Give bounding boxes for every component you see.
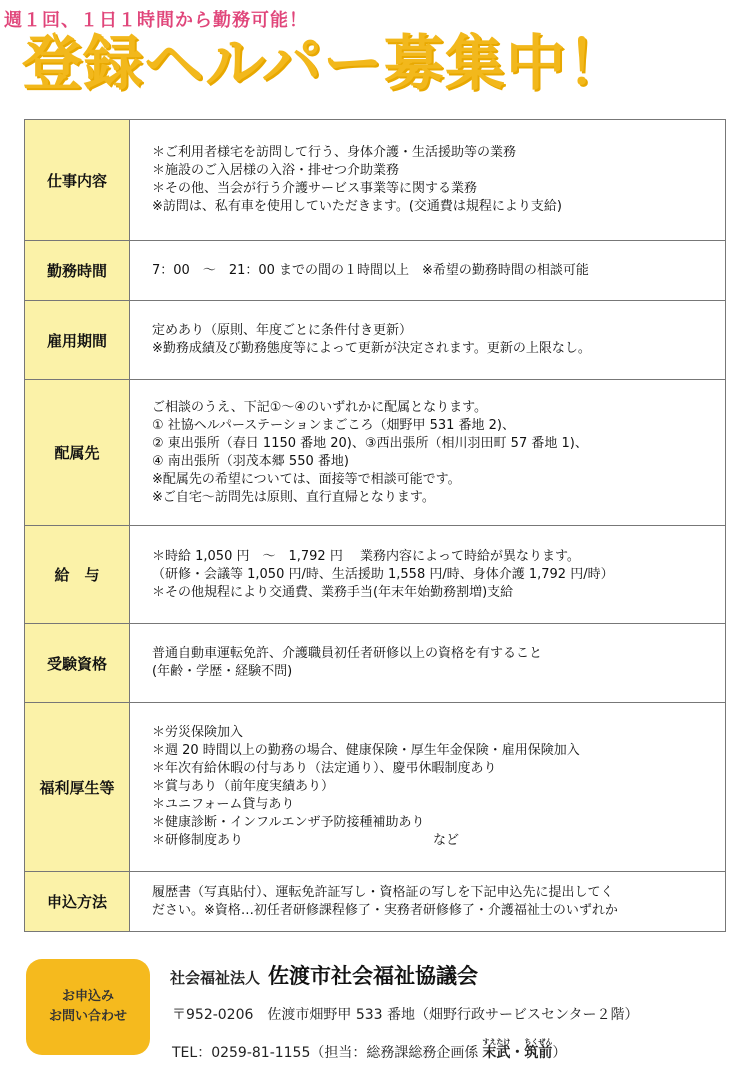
benefit-training-text: ＊研修制度あり: [152, 833, 244, 848]
list-item: ② 東出張所（春日 1150 番地 20)、③西出張所（相川羽田町 57 番地 1)、: [152, 435, 588, 451]
list-item: ださい。※資格…初任者研修課程修了・実務者研修修了・介護福祉士のいずれか: [152, 902, 618, 918]
list-item: ＊賞与あり（前年度実績あり）: [152, 779, 335, 794]
list-item: ※訪問は、私有車を使用していただきます。(交通費は規程により支給): [152, 199, 562, 214]
contact-name-2-reading: ちくぜん: [524, 1038, 553, 1046]
list-item: ＊週 20 時間以上の勤務の場合、健康保険・厚生年金保険・雇用保険加入: [152, 743, 580, 758]
list-item: (年齢・学歴・経験不問): [152, 664, 293, 679]
row-label-employment-period: 雇用期間: [25, 301, 130, 380]
contact-persons: [482, 1038, 553, 1061]
list-item: ＊労災保険加入: [152, 725, 244, 740]
list-item: 普通自動車運転免許、介護職員初任者研修以上の資格を有すること: [152, 646, 543, 661]
contact-name-2-text: 筑前: [524, 1045, 553, 1061]
list-item: ＊その他、当会が行う介護サービス事業等に関する業務: [152, 181, 478, 196]
row-content-working-hours: [130, 241, 726, 301]
list-item: ＊施設のご入居様の入浴・排せつ介助業務: [152, 163, 400, 178]
row-label-benefits: 福利厚生等: [25, 703, 130, 872]
row-label-application-method: 申込方法: [25, 872, 130, 932]
table-row: [25, 872, 726, 932]
organization-line: [170, 960, 478, 990]
table-row: [25, 120, 726, 241]
table-row: [25, 301, 726, 380]
row-content-application-method: [130, 872, 726, 932]
row-content-qualifications: [130, 624, 726, 703]
list-item: 7：00 ～ 21：00 までの間の１時間以上 ※希望の勤務時間の相談可能: [152, 262, 589, 278]
organization-type: 社会福祉法人: [170, 969, 261, 987]
list-item: ※ご自宅～訪問先は原則、直行直帰となります。: [152, 489, 435, 505]
row-label-working-hours: 勤務時間: [25, 241, 130, 301]
list-item: ＊ご利用者様宅を訪問して行う、身体介護・生活援助等の業務: [152, 145, 517, 160]
row-label-assignment: 配属先: [25, 380, 130, 526]
row-label-salary: 給 与: [25, 526, 130, 624]
list-item: ＊健康診断・インフルエンザ予防接種補助あり: [152, 815, 425, 830]
list-item: 定めあり（原則、年度ごとに条件付き更新）: [152, 323, 413, 338]
list-item: ① 社協ヘルパーステーションまごころ（畑野甲 531 番地 2)、: [152, 417, 515, 433]
contact-name-1-text: 末武: [482, 1045, 511, 1061]
table-row: [25, 526, 726, 624]
table-row: [25, 703, 726, 872]
list-item: 履歴書（写真貼付）、運転免許証写し・資格証の写しを下記申込先に提出してく: [152, 884, 614, 900]
contact-badge: [26, 959, 150, 1055]
list-item: ご相談のうえ、下記①～④のいずれかに配属となります。: [152, 399, 488, 415]
benefits-etc-text: など: [433, 833, 460, 848]
organization-name: 佐渡市社会福祉協議会: [268, 964, 479, 988]
row-content-benefits: [130, 703, 726, 872]
table-row: [25, 241, 726, 301]
table-row: [25, 380, 726, 526]
job-info-table: [24, 119, 726, 932]
contact-phone: [172, 1038, 566, 1062]
list-item: ＊その他規程により交通費、業務手当(年末年始勤務割増)支給: [152, 584, 514, 600]
list-item: [152, 832, 719, 850]
list-item: ※配属先の希望については、面接等で相談可能です。: [152, 471, 461, 487]
row-content-job-description: [130, 120, 726, 241]
phone-close-paren: ）: [552, 1045, 567, 1061]
row-content-assignment: [130, 380, 726, 526]
table-row: [25, 624, 726, 703]
contact-name-1-reading: すえたけ: [482, 1038, 511, 1046]
contact-name-1: [482, 1038, 511, 1061]
page-title: 登録ヘルパー募集中！: [22, 29, 628, 99]
list-item: ＊時給 1,050 円 ～ 1,792 円 業務内容によって時給が異なります。: [152, 548, 580, 564]
address-text: 〒952-0206 佐渡市畑野甲 533 番地（畑野行政サービスセンター２階）: [172, 1007, 639, 1023]
contact-footer: [0, 952, 740, 1071]
contact-name-2: [524, 1038, 553, 1061]
list-item: ＊年次有給休暇の付与あり（法定通り）、慶弔休暇制度あり: [152, 761, 497, 776]
list-item: ※勤務成績及び勤務態度等によって更新が決定されます。更新の上限なし。: [152, 341, 591, 356]
list-item: ＊ユニフォーム貸与あり: [152, 797, 295, 812]
row-label-qualifications: 受験資格: [25, 624, 130, 703]
row-label-job-description: 仕事内容: [25, 120, 130, 241]
contact-separator: ・: [510, 1045, 525, 1061]
badge-line-apply: お申込み: [61, 989, 114, 1004]
phone-text: TEL：0259-81-1155（担当：総務課総務企画係: [172, 1045, 479, 1061]
row-content-salary: [130, 526, 726, 624]
header-subtitle: 週１回、１日１時間から勤務可能！: [4, 10, 308, 31]
list-item: （研修・会議等 1,050 円/時、生活援助 1,558 円/時、身体介護 1,792 円/時）: [152, 566, 614, 582]
list-item: ④ 南出張所（羽茂本郷 550 番地): [152, 453, 349, 469]
badge-line-inquiry: お問い合わせ: [48, 1009, 127, 1024]
row-content-employment-period: [130, 301, 726, 380]
